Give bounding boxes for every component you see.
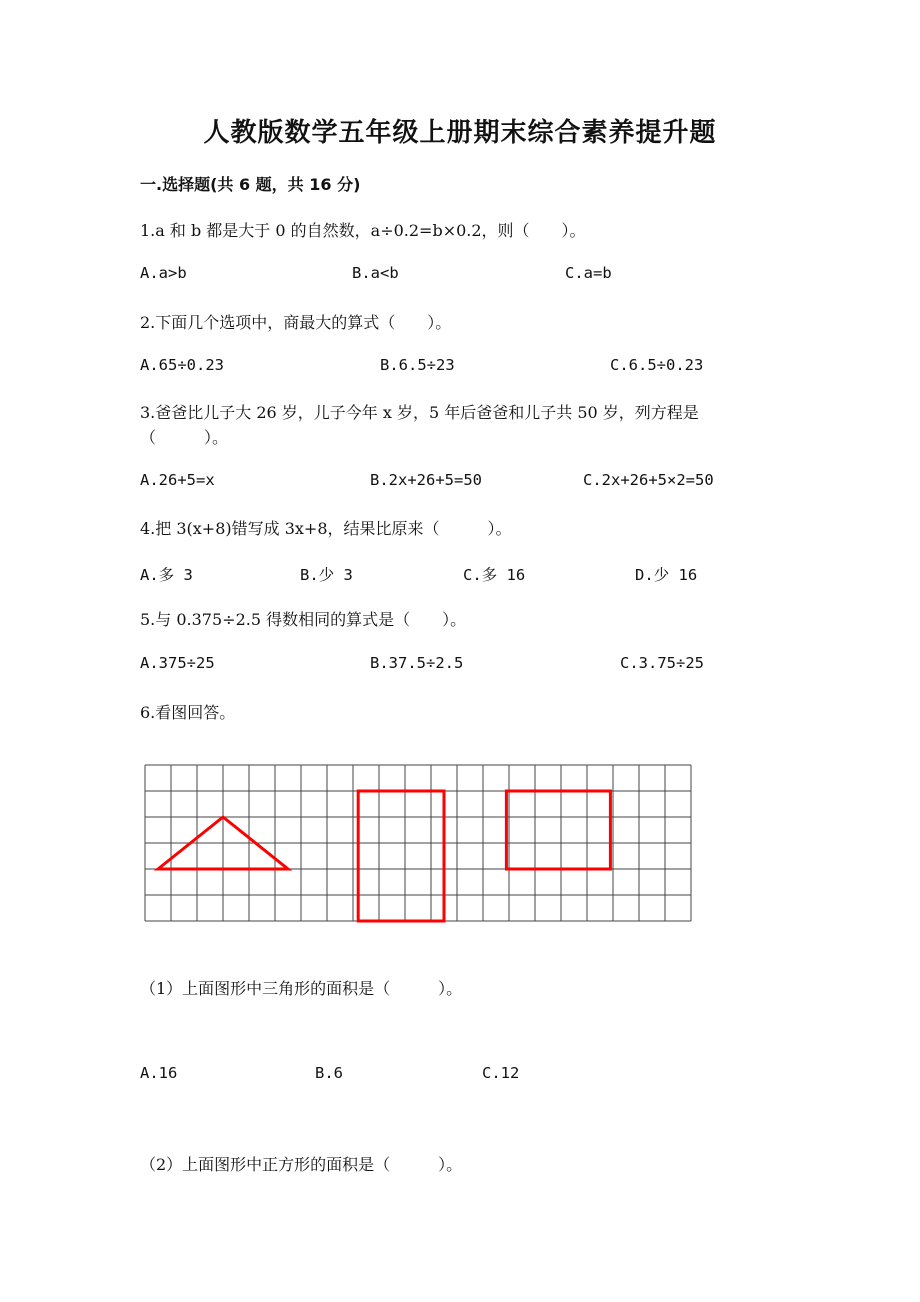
question-1-option-b: B.a<b [352,264,399,282]
question-6-stem: 6.看图回答。 [140,703,236,722]
question-4-option-a: A.多 3 [140,566,193,584]
question-4-option-b: B.少 3 [300,566,353,584]
question-2-option-a: A.65÷0.23 [140,356,224,374]
question-3-option-a: A.26+5=x [140,471,215,489]
question-3-option-c: C.2x+26+5×2=50 [583,471,714,489]
subquestion-1-option-c: C.12 [482,1064,520,1082]
question-3-stem-continued: （ ）。 [140,428,229,447]
question-5-option-c: C.3.75÷25 [620,654,704,672]
question-5-option-a: A.375÷25 [140,654,215,672]
subquestion-1-option-b: B.6 [315,1064,343,1082]
rectangle-shape [506,791,610,869]
question-2-stem: 2.下面几个选项中，商最大的算式（ ）。 [140,313,452,332]
question-2-option-c: C.6.5÷0.23 [610,356,704,374]
question-1-stem: 1.a 和 b 都是大于 0 的自然数，a÷0.2=b×0.2，则（ ）。 [140,221,586,240]
section-heading: 一.选择题(共 6 题，共 16 分) [140,175,361,194]
question-1-option-c: C.a=b [565,264,612,282]
question-4-option-c: C.多 16 [463,566,526,584]
grid-figure [144,764,696,924]
question-3-option-b: B.2x+26+5=50 [370,471,482,489]
question-2-option-b: B.6.5÷23 [380,356,455,374]
subquestion-1-option-a: A.16 [140,1064,178,1082]
page-title: 人教版数学五年级上册期末综合素养提升题 [203,118,717,148]
question-5-option-b: B.37.5÷2.5 [370,654,464,672]
subquestion-1-stem: （1）上面图形中三角形的面积是（ ）。 [140,979,463,998]
question-3-stem: 3.爸爸比儿子大 26 岁，儿子今年 x 岁，5 年后爸爸和儿子共 50 岁，列方程是 [140,403,699,422]
question-5-stem: 5.与 0.375÷2.5 得数相同的算式是（ ）。 [140,610,467,629]
question-4-option-d: D.少 16 [635,566,698,584]
question-4-stem: 4.把 3(x+8)错写成 3x+8，结果比原来（ ）。 [140,519,512,538]
question-1-option-a: A.a>b [140,264,187,282]
subquestion-2-stem: （2）上面图形中正方形的面积是（ ）。 [140,1155,463,1174]
